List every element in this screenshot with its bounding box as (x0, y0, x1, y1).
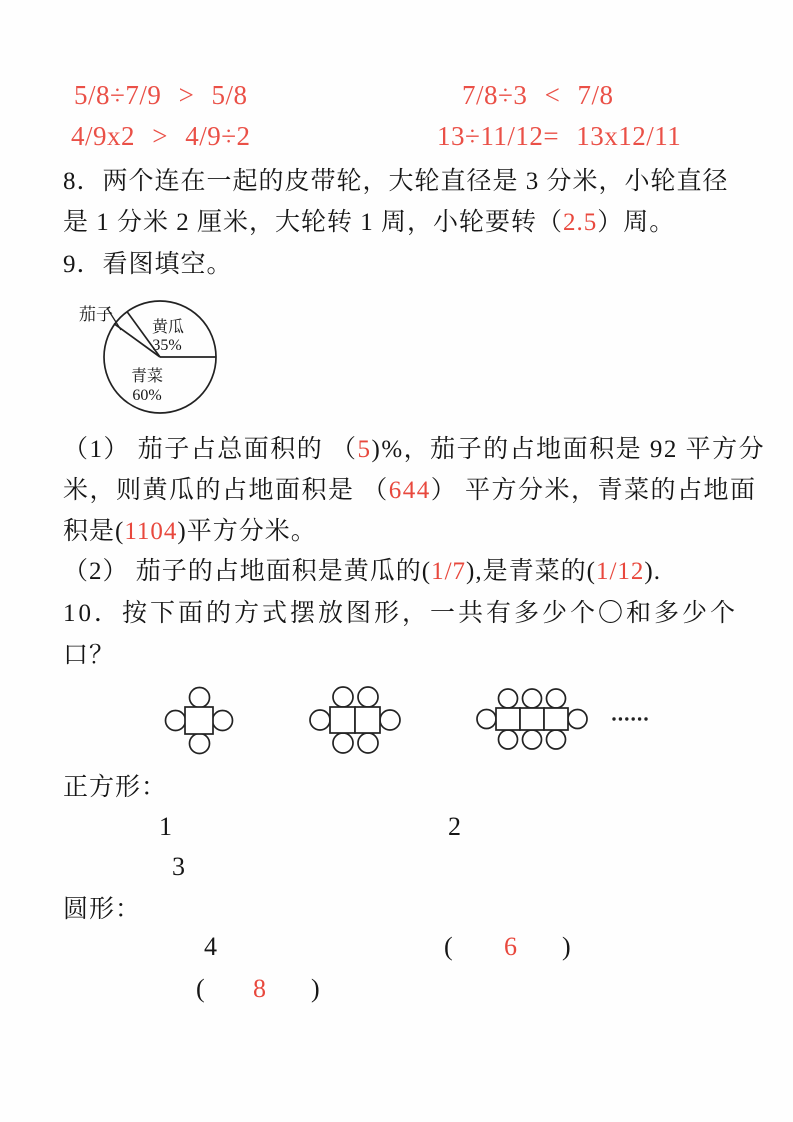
pattern-circle (477, 710, 496, 729)
question-8-line-2 (63, 207, 675, 239)
figure-3-squares-8-circles (477, 689, 587, 749)
equation-row2-left: 4/9x2 > 4/9÷2 (71, 121, 251, 151)
eggplant-slice-label: 茄子 (79, 305, 113, 324)
question-8-line-1: 8．两个连在一起的皮带轮，大轮直径是 3 分米，小轮直径 (63, 168, 729, 195)
sub2-post: ). (644, 558, 661, 585)
q8-text-post: ）周。 (597, 209, 676, 236)
ellipsis-dot (632, 717, 635, 720)
question-9-sub2 (63, 556, 661, 588)
square-count-label: 正方形： (63, 774, 168, 801)
sub1-l3-pre: 积是( (63, 518, 125, 545)
sub1-l2-pre: 米，则黄瓜的占地面积是 （ (63, 477, 389, 504)
pattern-circle (499, 730, 518, 749)
continuation-ellipsis (612, 717, 647, 720)
answer-eggplant-pct: 5 (357, 436, 372, 463)
answer-6-open-paren: ( (444, 932, 453, 961)
question-10-line-2: 口？ (63, 642, 116, 669)
sub1-pre: （1） 茄子占总面积的 （ (63, 436, 358, 463)
pattern-square (520, 708, 544, 730)
ellipsis-dot (638, 717, 641, 720)
pattern-square (544, 708, 568, 730)
pattern-circle (523, 689, 542, 708)
cucumber-slice-label: 黄瓜 (151, 319, 185, 336)
greens-slice-label: 青菜 (130, 368, 164, 385)
answer-greens-area: 1104 (124, 518, 178, 545)
circle-count-label: 圆形： (63, 896, 142, 923)
figure-1-square-4-circles (166, 688, 233, 754)
pattern-circle (380, 710, 400, 730)
answer-6-close-paren: ) (562, 932, 571, 961)
pattern-circle (568, 710, 587, 729)
q8-answer: 2.5 (563, 209, 598, 236)
ellipsis-dot (619, 717, 622, 720)
pattern-circle (166, 711, 186, 731)
sub2-pre: （2） 茄子的占地面积是黄瓜的( (63, 558, 432, 585)
pattern-circle (547, 730, 566, 749)
equation-row2-right: 13÷11/12= 13x12/11 (437, 121, 682, 151)
question-9-sub1-line2 (63, 475, 757, 507)
ellipsis-dot (612, 717, 615, 720)
pattern-circle (358, 687, 378, 707)
ellipsis-dot (644, 717, 647, 720)
answer-8-close-paren: ) (311, 974, 320, 1003)
answer-fraction-1-7: 1/7 (431, 558, 467, 585)
pattern-circle (213, 711, 233, 731)
answer-fraction-1-12: 1/12 (595, 558, 645, 585)
sub1-l2-post: ） 平方分米，青菜的占地面 (430, 477, 757, 504)
q8-text-pre: 是 1 分米 2 厘米，大轮转 1 周，小轮要转（ (63, 209, 564, 236)
cucumber-slice-value: 35% (152, 337, 182, 354)
pattern-square (496, 708, 520, 730)
work-number-1: 1 (159, 812, 172, 841)
question-10-line-1: 10．按下面的方式摆放图形，一共有多少个〇和多少个 (63, 600, 739, 627)
pattern-circle (310, 710, 330, 730)
sub1-post: )%，茄子的占地面积是 92 平方分 (371, 436, 766, 463)
pattern-circle (333, 733, 353, 753)
equation-row1-right: 7/8÷3 < 7/8 (462, 80, 614, 110)
pattern-figures (0, 678, 793, 764)
pattern-circle (358, 733, 378, 753)
answer-cucumber-area: 644 (388, 477, 431, 504)
pattern-square (355, 707, 380, 733)
pattern-circle (547, 689, 566, 708)
sub1-l3-post: )平方分米。 (177, 518, 317, 545)
pattern-circle (523, 730, 542, 749)
pattern-square (330, 707, 355, 733)
answer-circle-8: 8 (253, 974, 266, 1003)
work-number-3: 3 (172, 852, 185, 881)
pattern-circle (333, 687, 353, 707)
answer-circle-6: 6 (504, 932, 517, 961)
answer-8-open-paren: ( (196, 974, 205, 1003)
figure-2-squares-6-circles (310, 687, 400, 753)
pie-chart (63, 289, 253, 425)
question-9-sub1-line1 (63, 434, 765, 466)
pattern-square (185, 707, 213, 734)
question-9-heading: 9．看图填空。 (63, 251, 233, 278)
pattern-circle (499, 689, 518, 708)
pattern-circle (190, 734, 210, 754)
pattern-circle (190, 688, 210, 708)
equation-row1-left: 5/8÷7/9 > 5/8 (74, 80, 248, 110)
work-number-4: 4 (204, 932, 217, 961)
sub2-mid: ),是青菜的( (466, 558, 596, 585)
work-number-2: 2 (448, 812, 461, 841)
ellipsis-dot (625, 717, 628, 720)
greens-slice-value: 60% (132, 387, 162, 404)
question-9-sub1-line3 (63, 516, 317, 548)
